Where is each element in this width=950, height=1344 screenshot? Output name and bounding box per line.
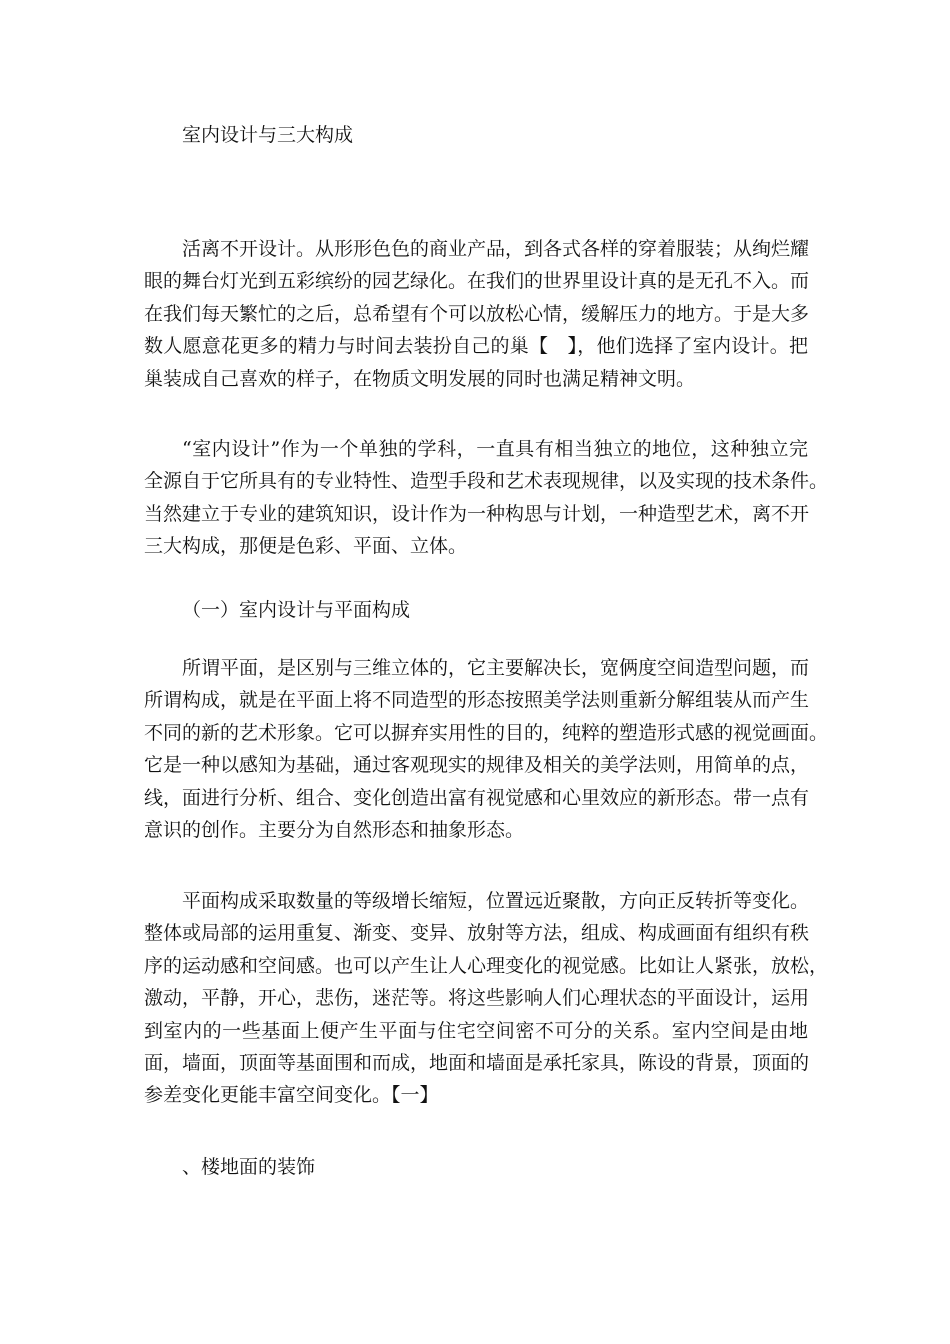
paragraph-line: 到室内的一些基面上便产生平面与住宅空间密不可分的关系。室内空间是由地	[144, 1019, 808, 1042]
paragraph-line: 平面构成采取数量的等级增长缩短，位置远近聚散，方向正反转折等变化。	[182, 890, 810, 912]
paragraph-line: 整体或局部的运用重复、渐变、变异、放射等方法，组成、构成画面有组织有秩	[144, 922, 810, 945]
section-heading-floor-decoration: 、楼地面的装饰	[182, 1156, 316, 1178]
paragraph-line: 面，墙面，顶面等基面围和而成，地面和墙面是承托家具，陈设的背景，顶面的	[144, 1052, 810, 1075]
paragraph-line: “室内设计”作为一个单独的学科，一直具有相当独立的地位，这种独立完	[182, 438, 808, 460]
paragraph-4	[144, 885, 829, 1112]
paragraph-line: 三大构成，那便是色彩、平面、立体。	[144, 535, 468, 558]
paragraph-2	[144, 433, 829, 563]
document-title: 室内设计与三大构成	[182, 124, 354, 146]
paragraph-line: 所谓平面，是区别与三维立体的，它主要解决长，宽俩度空间造型问题，而	[182, 657, 810, 679]
paragraph-line: 线，面进行分析、组合、变化创造出富有视觉感和心里效应的新形态。带一点有	[144, 786, 810, 809]
paragraph-line: 在我们每天繁忙的之后，总希望有个可以放松心情，缓解压力的地方。于是大多	[144, 302, 810, 325]
paragraph-line: 当然建立于专业的建筑知识，设计作为一种构思与计划，一种造型艺术，离不开	[144, 502, 810, 525]
paragraph-line: 眼的舞台灯光到五彩缤纷的园艺绿化。在我们的世界里设计真的是无孔不入。而	[144, 270, 810, 293]
paragraph-line: 序的运动感和空间感。也可以产生让人心理变化的视觉感。比如让人紧张，放松，	[144, 954, 829, 977]
paragraph-line: 它是一种以感知为基础，通过客观现实的规律及相关的美学法则，用简单的点，	[144, 754, 810, 777]
paragraph-line: 活离不开设计。从形形色色的商业产品，到各式各样的穿着服装；从绚烂耀	[182, 238, 810, 260]
paragraph-line: 数人愿意花更多的精力与时间去装扮自己的巢【 】，他们选择了室内设计。把	[144, 335, 808, 358]
section-heading-plane-composition: （一）室内设计与平面构成	[182, 599, 411, 621]
paragraph-line: 全源自于它所具有的专业特性、造型手段和艺术表现规律，以及实现的技术条件。	[144, 470, 829, 493]
paragraph-line: 所谓构成，就是在平面上将不同造型的形态按照美学法则重新分解组装从而产生	[144, 689, 810, 712]
paragraph-line: 参差变化更能丰富空间变化。【一】	[144, 1084, 439, 1107]
paragraph-line: 激动，平静，开心，悲伤，迷茫等。将这些影响人们心理状态的平面设计，运用	[144, 987, 810, 1010]
paragraph-line: 不同的新的艺术形象。它可以摒弃实用性的目的，纯粹的塑造形式感的视觉画面。	[144, 721, 829, 744]
paragraph-3	[144, 652, 829, 846]
paragraph-1	[144, 233, 808, 395]
paragraph-line: 意识的创作。主要分为自然形态和抽象形态。	[144, 819, 525, 842]
paragraph-line: 巢装成自己喜欢的样子，在物质文明发展的同时也满足精神文明。	[144, 367, 696, 390]
